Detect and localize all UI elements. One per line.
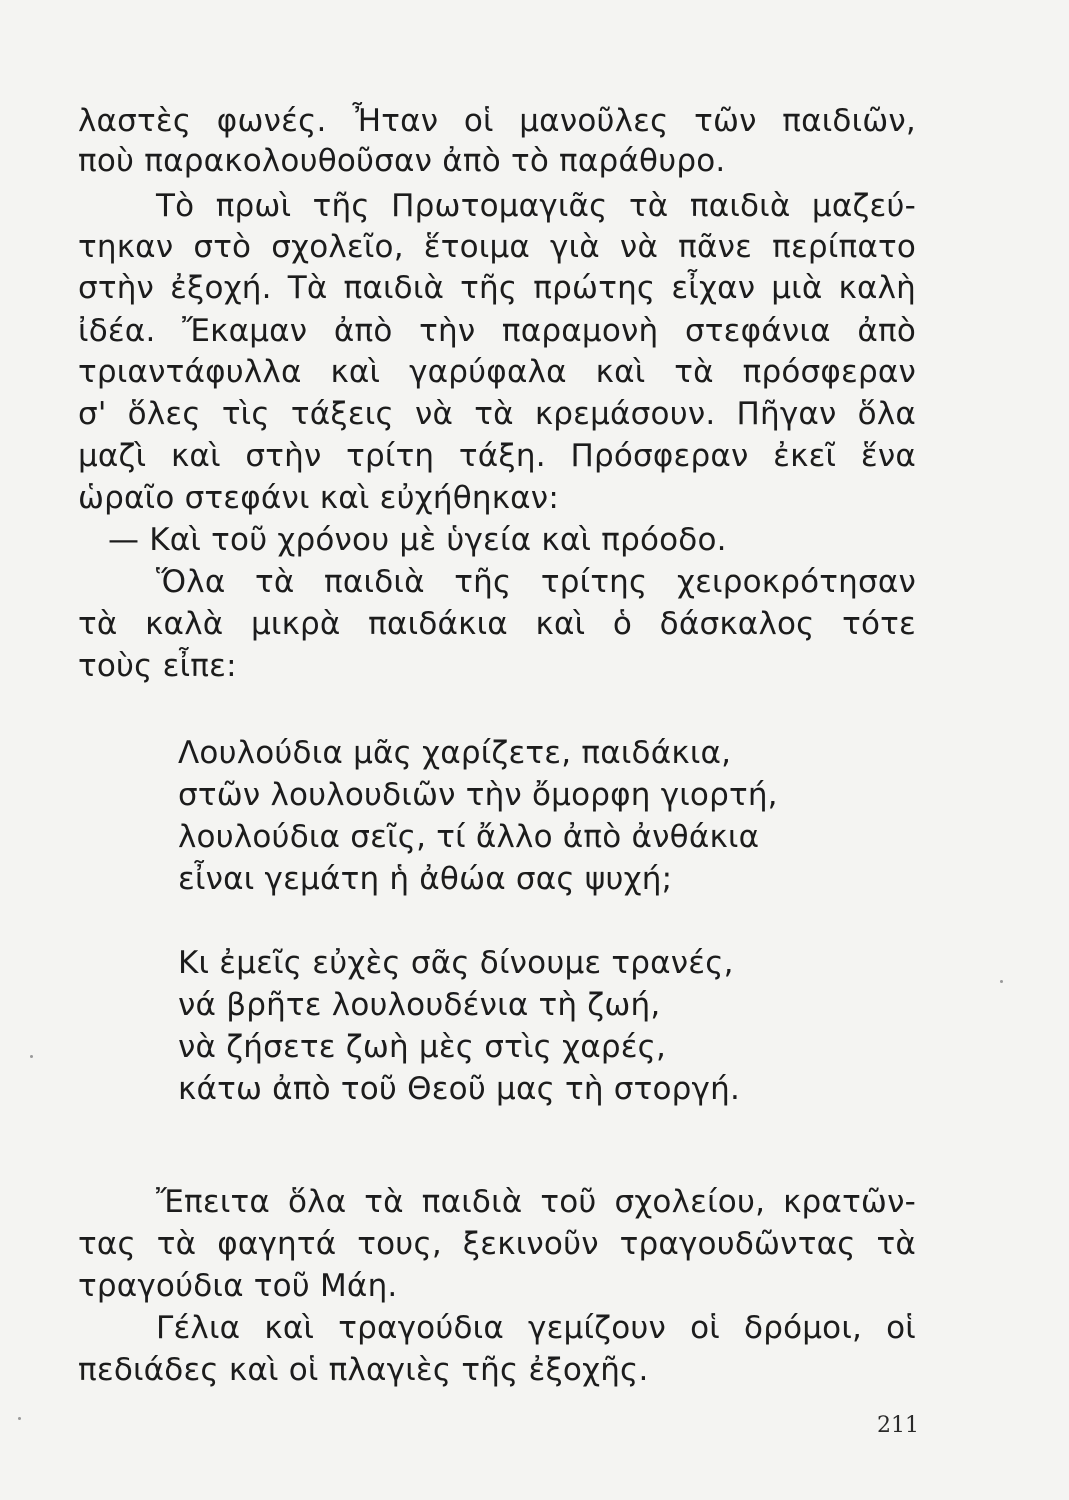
- paragraph-line: τριαντάφυλλα καὶ γαρύφαλα καὶ τὰ πρόσφεραν: [78, 354, 916, 390]
- paragraph-line: μαζὶ καὶ στὴν τρίτη τάξη. Πρόσφεραν ἐκεῖ ἕνα: [78, 438, 916, 474]
- scan-speck: [18, 1417, 21, 1420]
- page-number: 211: [877, 1413, 919, 1438]
- poem-line: στῶν λουλουδιῶν τὴν ὄμορφη γιορτή,: [178, 777, 778, 813]
- poem-line: νὰ ζήσετε ζωὴ μὲς στὶς χαρές,: [178, 1029, 667, 1065]
- dialogue-line: — Καὶ τοῦ χρόνου μὲ ὑγεία καὶ πρόοδο.: [108, 522, 727, 558]
- poem-line: Κι ἐμεῖς εὐχὲς σᾶς δίνουμε τρανές,: [178, 945, 734, 981]
- scan-speck: [1000, 980, 1003, 983]
- paragraph-line: στὴν ἐξοχή. Τὰ παιδιὰ τῆς πρώτης εἶχαν μιὰ καλὴ: [78, 270, 916, 306]
- paragraph-line: τοὺς εἶπε:: [78, 648, 237, 684]
- paragraph-line: Ὅλα τὰ παιδιὰ τῆς τρίτης χειροκρότησαν: [156, 564, 916, 600]
- poem-line: Λουλούδια μᾶς χαρίζετε, παιδάκια,: [178, 735, 732, 771]
- paragraph-line: πεδιάδες καὶ οἱ πλαγιὲς τῆς ἐξοχῆς.: [78, 1352, 649, 1388]
- paragraph-line: λαστὲς φωνές. Ἦταν οἱ μανοῦλες τῶν παιδιῶν,: [78, 103, 916, 139]
- paragraph-line: τηκαν στὸ σχολεῖο, ἕτοιμα γιὰ νὰ πᾶνε περίπατο: [78, 229, 916, 265]
- paragraph-line: Τὸ πρωὶ τῆς Πρωτομαγιᾶς τὰ παιδιὰ μαζεύ-: [156, 188, 916, 224]
- paragraph-line: ὡραῖο στεφάνι καὶ εὐχήθηκαν:: [78, 480, 559, 516]
- paragraph-line: τας τὰ φαγητά τους, ξεκινοῦν τραγουδῶντας τὰ: [78, 1226, 916, 1262]
- poem-line: νά βρῆτε λουλουδένια τὴ ζωή,: [178, 987, 661, 1023]
- paragraph-line: τὰ καλὰ μικρὰ παιδάκια καὶ ὁ δάσκαλος τότε: [78, 606, 916, 642]
- poem-line: κάτω ἀπὸ τοῦ Θεοῦ μας τὴ στοργή.: [178, 1071, 741, 1107]
- paragraph-line: σ' ὅλες τὶς τάξεις νὰ τὰ κρεμάσουν. Πῆγαν ὅλα: [78, 396, 916, 432]
- paragraph-line: τραγούδια τοῦ Μάη.: [78, 1268, 398, 1304]
- paragraph-line: Ἔπειτα ὅλα τὰ παιδιὰ τοῦ σχολείου, κρατῶν-: [156, 1184, 916, 1220]
- paragraph-line: ἰδέα. Ἔκαμαν ἀπὸ τὴν παραμονὴ στεφάνια ἀπὸ: [78, 313, 916, 349]
- poem-line: εἶναι γεμάτη ἡ ἀθώα σας ψυχή;: [178, 861, 673, 897]
- paragraph-line: ποὺ παρακολουθοῦσαν ἀπὸ τὸ παράθυρο.: [78, 143, 726, 179]
- paragraph-line: Γέλια καὶ τραγούδια γεμίζουν οἱ δρόμοι, οἱ: [156, 1310, 916, 1346]
- scan-speck: [30, 1055, 33, 1058]
- poem-line: λουλούδια σεῖς, τί ἄλλο ἀπὸ ἀνθάκια: [178, 819, 760, 855]
